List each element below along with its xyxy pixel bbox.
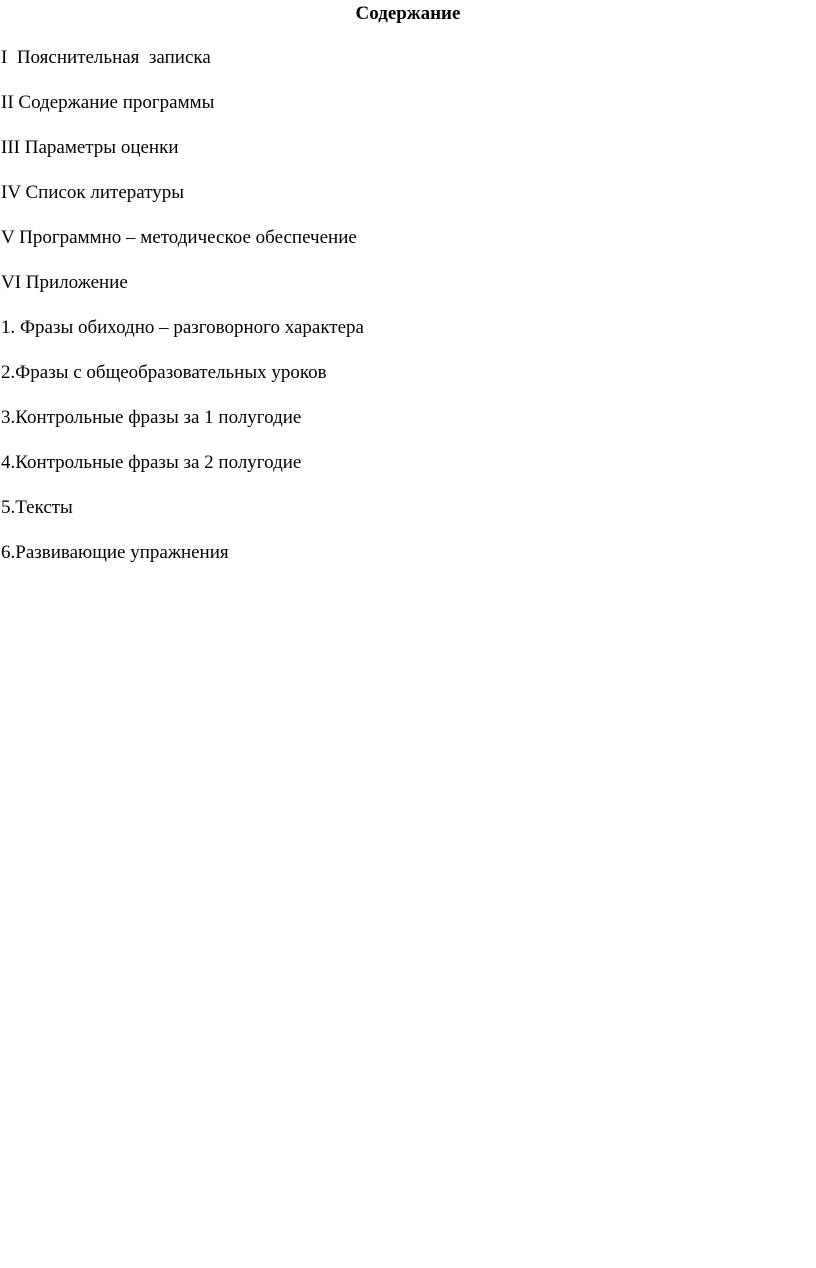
toc-item-section-6: VI Приложение — [1, 272, 128, 293]
toc-item-appendix-3: 3.Контрольные фразы за 1 полугодие — [1, 407, 302, 428]
table-of-contents — [0, 46, 364, 586]
toc-item-appendix-1: 1. Фразы обиходно – разговорного характера — [1, 317, 364, 338]
toc-item-appendix-5: 5.Тексты — [1, 497, 73, 518]
toc-item-section-1: I Пояснительная записка — [1, 47, 211, 68]
toc-item-appendix-2: 2.Фразы с общеобразовательных уроков — [1, 362, 327, 383]
toc-item-section-2: II Содержание программы — [1, 92, 215, 113]
toc-item-section-5: V Программно – методическое обеспечение — [1, 227, 357, 248]
document-title: Содержание — [355, 3, 461, 24]
toc-item-section-3: III Параметры оценки — [1, 137, 179, 158]
toc-item-appendix-6: 6.Развивающие упражнения — [1, 542, 229, 563]
toc-item-appendix-4: 4.Контрольные фразы за 2 полугодие — [1, 452, 302, 473]
toc-item-section-4: IV Список литературы — [1, 182, 185, 203]
